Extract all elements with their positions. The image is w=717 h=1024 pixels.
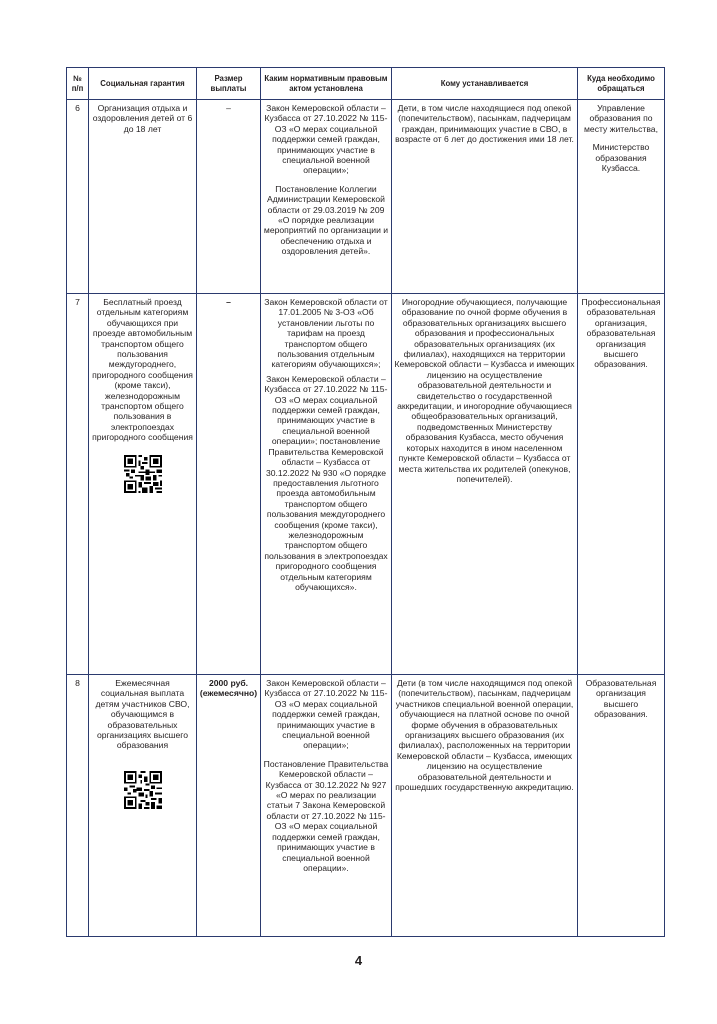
row-whom: Дети, в том числе находящиеся под опекой (попечительством), пасынкам, падчерицам граждан, принимающих участие в СВО, в возрасте от 6 лет до достижения ими 18 лет. bbox=[392, 100, 578, 294]
qr-code-icon[interactable] bbox=[124, 771, 162, 809]
row-where: Образовательная организация высшего образования. bbox=[578, 675, 665, 937]
row-act bbox=[261, 294, 392, 675]
row-whom: Дети (в том числе находящимся под опекой (попечительством), пасынкам, падчерицам участников специальной военной операции, обучающиеся на платной основе по очной форме обучения в образовательных организациях высшего образования (их филиалах), расположенных на территории Кемеровской области – Кузбасса, имеющих лицензию на осуществление образовательной деятельности и прошедших государственную аккредитацию. bbox=[392, 675, 578, 937]
row-guarantee: Организация отдыха и оздоровления детей от 6 до 18 лет bbox=[89, 100, 197, 294]
act-law: Закон Кемеровской области от 17.01.2005 № 3-ОЗ «Об установлении льготы по тарифам на проезд транспортом общего пользования отдельным категориям обучающихся»; bbox=[264, 297, 388, 370]
act-resolution: Закон Кемеровской области – Кузбасса от 27.10.2022 № 115-ОЗ «О мерах социальной поддержки семей граждан, принимающих участие в специальной военной операции»; постановление Правительства Кемеровской области – Кузбасса от 30.12.2022 № 930 «О порядке предоставления льготного проезда автомобильным транспортом общего пользования междугороднего сообщения (кроме такси), железнодорожным транспортом общего пользования в электропоездах пригородного сообщения отдельным категориям обучающихся». bbox=[264, 373, 388, 592]
table-row bbox=[67, 100, 665, 294]
row-guarantee bbox=[89, 675, 197, 937]
header-whom: Кому устанавливается bbox=[392, 68, 578, 100]
table-row bbox=[67, 294, 665, 675]
page-number: 4 bbox=[354, 953, 363, 968]
header-where: Куда необходимо обращаться bbox=[578, 68, 665, 100]
qr-code-icon[interactable] bbox=[124, 455, 162, 493]
header-act: Каким нормативным правовым актом установлена bbox=[261, 68, 392, 100]
header-guarantee: Социальная гарантия bbox=[89, 68, 197, 100]
row-guarantee bbox=[89, 294, 197, 675]
social-guarantees-table bbox=[66, 67, 665, 937]
act-resolution: Постановление Правительства Кемеровской области – Кузбасса от 30.12.2022 № 927 «О мерах по реализации статьи 7 Закона Кемеровской области от 27.10.2022 № 115-ОЗ «О мерах социальной поддержки семей граждан, принимающих участие в специальной военной операции». bbox=[263, 758, 389, 873]
row-num: 8 bbox=[67, 675, 89, 937]
table-row bbox=[67, 675, 665, 937]
act-law: Закон Кемеровской области – Кузбасса от 27.10.2022 № 115-ОЗ «О мерах социальной поддержки семей граждан, принимающих участие в специальной военной операции»; bbox=[264, 678, 388, 751]
row-where: Профессиональная образовательная организация, образовательная организация высшего образования. bbox=[578, 294, 665, 675]
row-act bbox=[261, 100, 392, 294]
row-amount: – bbox=[197, 294, 261, 675]
where-secondary: Министерство образования Кузбасса. bbox=[592, 142, 650, 174]
where-primary: Управление образования по месту жительства, bbox=[584, 103, 658, 134]
header-amount: Размер выплаты bbox=[197, 68, 261, 100]
table-header-row bbox=[67, 68, 665, 100]
act-law: Закон Кемеровской области – Кузбасса от 27.10.2022 № 115-ОЗ «О мерах социальной поддержки семей граждан, принимающих участие в специальной военной операции»; bbox=[264, 103, 388, 176]
row-num: 7 bbox=[67, 294, 89, 675]
row-amount: – bbox=[197, 100, 261, 294]
row-where bbox=[578, 100, 665, 294]
guarantee-text: Ежемесячная социальная выплата детям участников СВО, обучающимся в образовательных организациях высшего образования bbox=[95, 678, 190, 751]
row-amount: 2000 руб. (ежемесячно) bbox=[197, 675, 261, 937]
guarantee-text: Бесплатный проезд отдельным категориям обучающихся при проезде автомобильным транспортом общего пользования междугороднего, пригородного сообщения (кроме такси), железнодорожным транспортом общего пользования в электропоездах пригородного сообщения bbox=[92, 297, 193, 443]
row-num: 6 bbox=[67, 100, 89, 294]
act-resolution: Постановление Коллегии Администрации Кемеровской области от 29.03.2019 № 209 «О порядке реализации мероприятий по организации и обеспечению отдыха и оздоровления детей». bbox=[263, 183, 389, 257]
header-num: № п/п bbox=[67, 68, 89, 100]
row-act bbox=[261, 675, 392, 937]
row-whom: Иногородние обучающиеся, получающие образование по очной форме обучения в образовательных организациях высшего образования и профессиональных образовательных организациях (их филиалах), находящихся на территории Кемеровской области – Кузбасса и имеющих лицензию на осуществление образовательной деятельности и свидетельство о государственной аккредитации, и иногородние обучающиеся общеобразовательных организаций, подведомственных Министерству образования Кузбасса, место обучения которых находится в ином населенном пункте Кемеровской области – Кузбасса от места жительства их родителей (опекунов, попечителей). bbox=[392, 294, 578, 675]
